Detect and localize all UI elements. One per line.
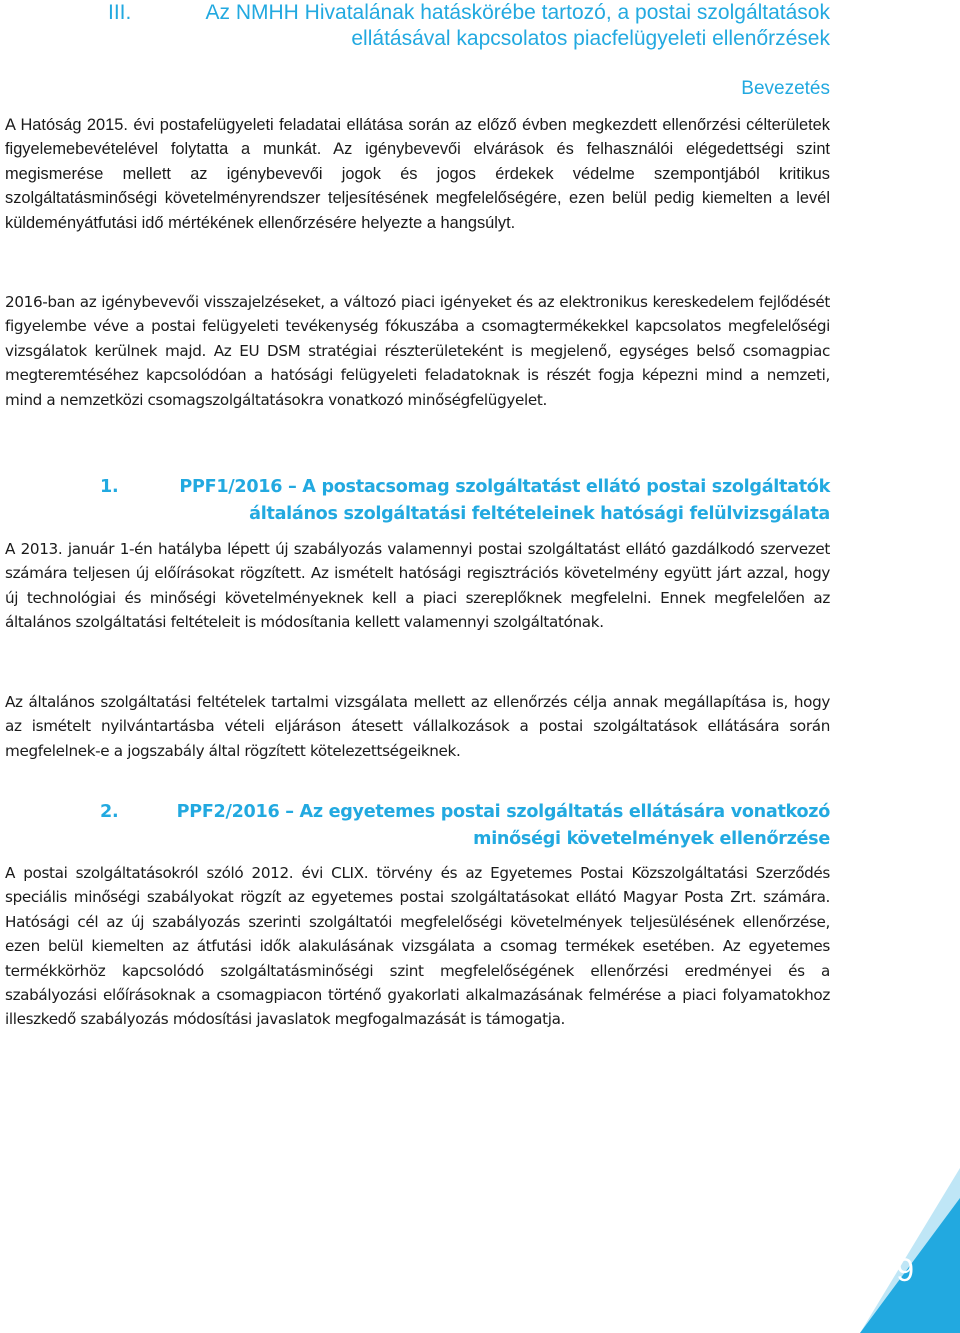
chapter-heading xyxy=(0,0,960,60)
chapter-number: III. xyxy=(108,1,132,24)
page-corner-decoration xyxy=(860,1168,960,1333)
chapter-title: Az NMHH Hivatalának hatáskörébe tartozó, a postai szolgáltatások ellátásával kapcsolatos piacfelügyeleti ellenőrzések xyxy=(205,1,830,50)
section-1-paragraph-1: A 2013. január 1-én hatályba lépett új szabályozás valamennyi postai szolgáltatást ellátó gazdálkodó szervezet számára teljesen új előírásokat rögzített. Az ismételt hatósági regisztrációs követelmény együtt járt azzal, hogy új technológiai és minőségi követelményeknek kell a piaci szereplőknek megfelelni. Ennek megfelelően az általános szolgáltatási feltételeit is módosítania kellett valamennyi szolgáltatónak. xyxy=(5,540,830,632)
intro-paragraph-2: 2016-ban az igénybevevői visszajelzéseket, a változó piaci igényeket és az elektronikus kereskedelem fejlődését figyelembe véve a postai felügyeleti tevékenység fókuszába a csomagtermékekkel kapcsolatos megfelelőségi vizsgálatok kerülnek majd. Az EU DSM stratégiai részterületeként is megjelenő, egységes belső csomagpiac megteremtéséhez kapcsolódóan a hatósági felügyeleti feladatoknak is részét fogja képezni mind a nemzeti, mind a nemzetközi csomagszolgáltatásokra vonatkozó minőségfelügyelet. xyxy=(5,293,830,409)
section-subtitle: Bevezetés xyxy=(741,78,830,99)
section-heading-1 xyxy=(100,474,830,528)
section-title: PPF2/2016 – Az egyetemes postai szolgáltatás ellátására vonatkozó minőségi követelmények ellenőrzése xyxy=(176,802,830,849)
section-number: 2. xyxy=(100,802,119,822)
page-number: 9 xyxy=(896,1252,914,1288)
section-2-paragraph-1: A postai szolgáltatásokról szóló 2012. évi CLIX. törvény és az Egyetemes Postai Közszolgáltatási Szerződés speciális minőségi szabályokat rögzít az egyetemes postai szolgáltatásokat ellátó Magyar Posta Zrt. számára. Hatósági cél az új szabályozás szerinti szolgáltatói megfelelőségi követelmények teljesülésének ellenőrzése, ezen belül kiemelten az átfutási idők alakulásának vizsgálata a csomag termékek esetében. Az egyetemes termékkörhöz kapcsolódó szolgáltatásminőségi szint megfelelőségének ellenőrzési eredményei és a szabályozási előírásoknak a csomagpiacon történő gyakorlati alkalmazásának felmérése a piaci folyamatokhoz illeszkedő szabályozás módosítási javaslatok megfogalmazását is támogatja. xyxy=(5,864,830,1029)
section-number: 1. xyxy=(100,477,119,497)
section-1-paragraph-2: Az általános szolgáltatási feltételek tartalmi vizsgálata mellett az ellenőrzés célja annak megállapítása is, hogy az ismételt nyilvántartásba vételi eljáráson átesett vállalkozások a postai szolgáltatások ellátására során megfelelnek-e a jogszabály által rögzített kötelezettségeiknek. xyxy=(5,693,830,760)
section-title: PPF1/2016 – A postacsomag szolgáltatást ellátó postai szolgáltatók általános szolgáltatási feltételeinek hatósági felülvizsgálata xyxy=(179,477,830,524)
section-heading-2 xyxy=(100,799,830,853)
intro-paragraph-1: A Hatóság 2015. évi postafelügyeleti feladatai ellátása során az előző évben megkezdett ellenőrzési célterületek figyelemebevételével folytatta a munkát. Az igénybevevői elvárások és felhasználói elégedettségi szint megismerése mellett az igénybevevői jogok és jogos érdekek védelme szempontjából kritikus szolgáltatásminőségi követelményrendszer teljesítésének megfelelőségére, ezen belül pedig kiemelten a levél küldeményátfutási idő mértékének ellenőrzésére helyezte a hangsúlyt. xyxy=(5,116,830,232)
